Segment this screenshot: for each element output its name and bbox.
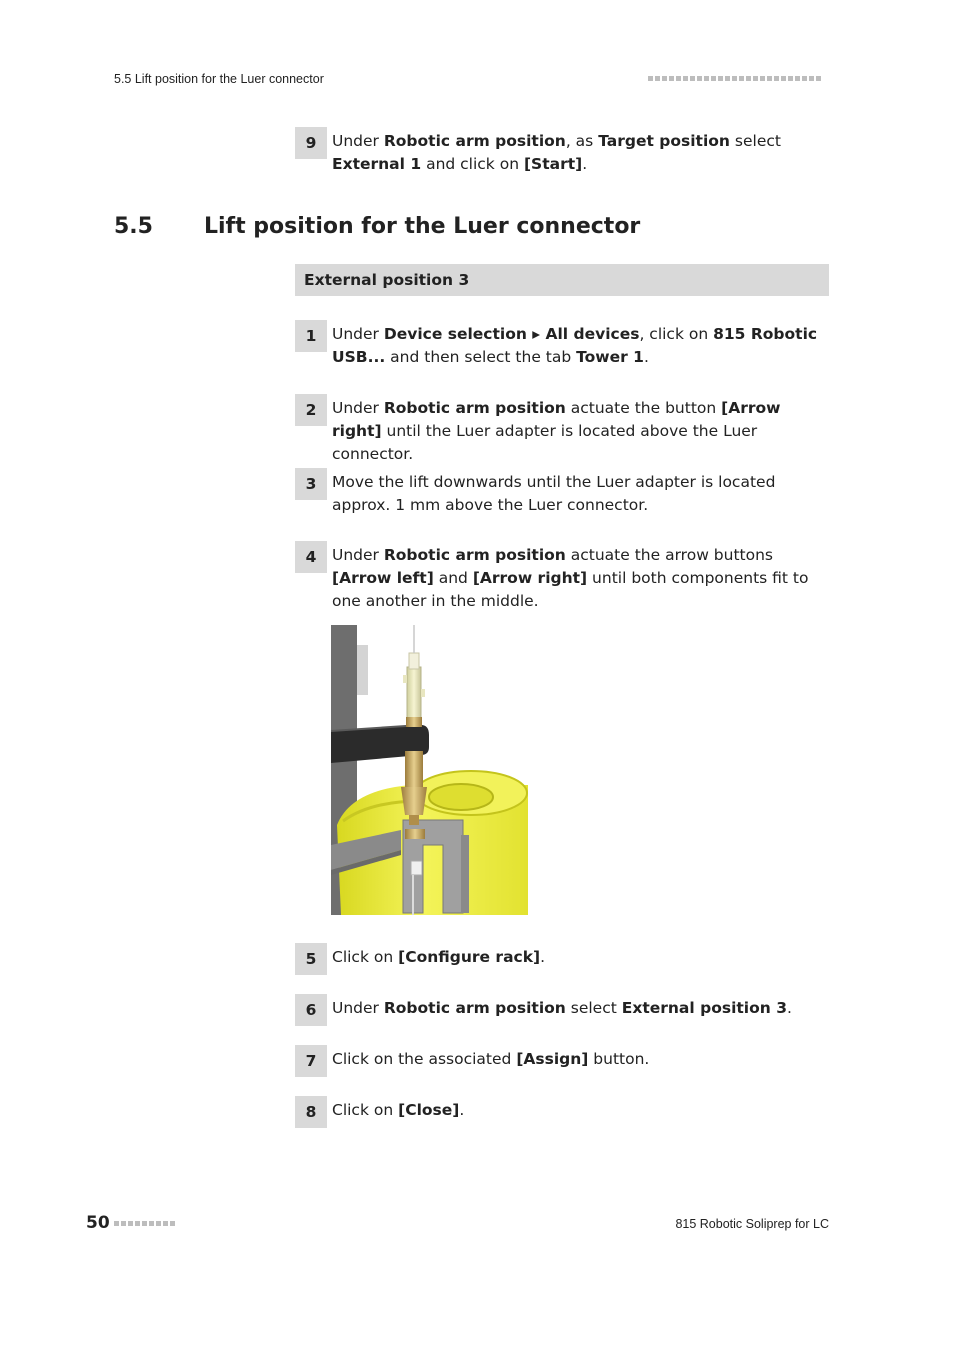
step-text: Under Robotic arm position, as Target position select External 1 and click on [Start]. (332, 132, 781, 173)
step-text: Under Robotic arm position select External position 3. (332, 999, 792, 1017)
step-number: 1 (295, 320, 327, 352)
step-number: 3 (295, 468, 327, 500)
step-number: 4 (295, 541, 327, 573)
step-9 (295, 127, 829, 176)
step-7 (295, 1045, 829, 1071)
step-text: Under Robotic arm position actuate the arrow buttons [Arrow left] and [Arrow right] until both components fit to one another in the middle. (332, 546, 809, 610)
subheading-bar: External position 3 (295, 264, 829, 296)
step-number: 6 (295, 994, 327, 1026)
header-dots (648, 76, 821, 81)
step-number: 9 (295, 127, 327, 159)
section-title: Lift position for the Luer connector (204, 214, 641, 239)
page-number: 50 (86, 1213, 110, 1233)
step-number: 8 (295, 1096, 327, 1128)
section-heading (114, 214, 640, 239)
step-number: 7 (295, 1045, 327, 1077)
running-header: 5.5 Lift position for the Luer connector (114, 72, 324, 86)
step-3 (295, 468, 829, 517)
step-text: Move the lift downwards until the Luer adapter is located approx. 1 mm above the Luer connector. (332, 473, 776, 514)
luer-connector-illustration (331, 625, 528, 915)
step-text: Under Robotic arm position actuate the button [Arrow right] until the Luer adapter is located above the Luer connector. (332, 399, 781, 463)
luer-adapter (405, 751, 423, 787)
step-text: Click on [Configure rack]. (332, 948, 546, 966)
step-text: Click on [Close]. (332, 1101, 465, 1119)
step-2 (295, 394, 829, 466)
step-6 (295, 994, 829, 1020)
footer-dots (114, 1221, 175, 1226)
step-4 (295, 541, 829, 613)
product-name: 815 Robotic Soliprep for LC (675, 1217, 829, 1231)
step-number: 2 (295, 394, 327, 426)
step-text: Click on the associated [Assign] button. (332, 1050, 650, 1068)
section-number: 5.5 (114, 214, 153, 239)
step-text: Under Device selection ▸ All devices, click on 815 Robotic USB... and then select the tab Tower 1. (332, 325, 818, 366)
step-1 (295, 320, 829, 369)
step-5 (295, 943, 829, 969)
step-number: 5 (295, 943, 327, 975)
step-8 (295, 1096, 829, 1122)
